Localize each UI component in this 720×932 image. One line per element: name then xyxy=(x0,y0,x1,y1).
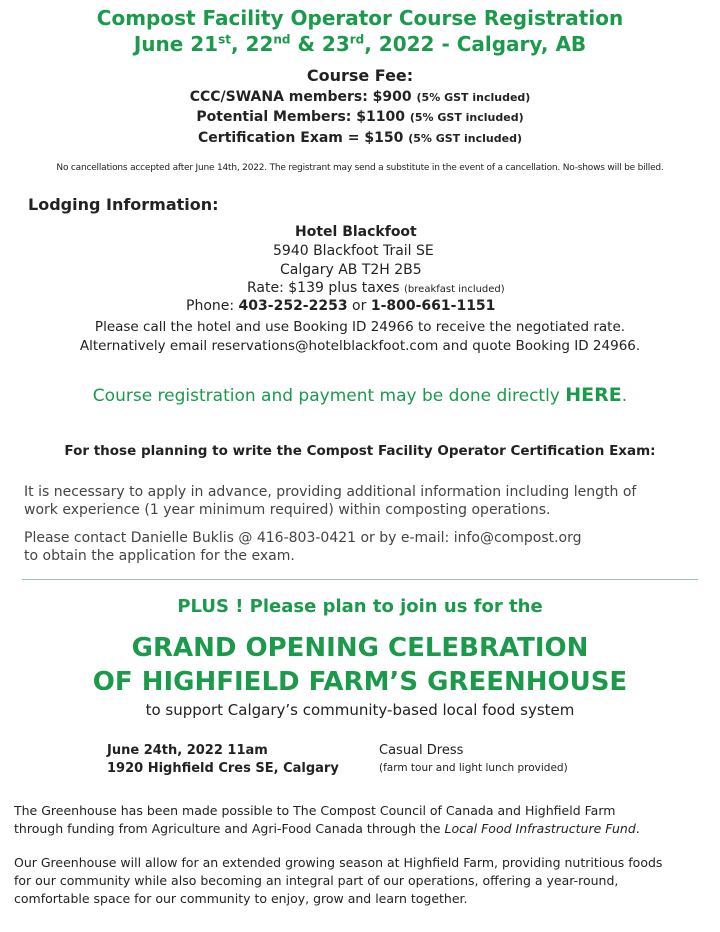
cancellation-note: No cancellations accepted after June 14th, 2022. The registrant may send a substitute in the event of a cancellation. No-shows will be billed. xyxy=(56,163,664,173)
fund-name: Local Food Infrastructure Fund xyxy=(444,821,636,836)
exam-para2-line2: to obtain the application for the exam. xyxy=(24,548,295,564)
page-title: Compost Facility Operator Course Registration xyxy=(96,6,624,30)
course-dates: June 21st, 22nd & 23rd, 2022 - Calgary, AB xyxy=(133,32,587,56)
hotel-address-line1: 5940 Blackfoot Trail SE xyxy=(273,243,434,259)
hotel-phone: Phone: 403-252-2253 or 1-800-661-1151 xyxy=(186,298,496,314)
event-address: 1920 Highfield Cres SE, Calgary xyxy=(107,761,339,776)
fee-line-exam: Certification Exam = $150 (5% GST included) xyxy=(198,130,522,146)
course-fee-heading: Course Fee: xyxy=(306,66,414,85)
event-date-time: June 24th, 2022 11am xyxy=(107,743,268,758)
booking-instructions-line2: Alternatively email reservations@hotelblackfoot.com and quote Booking ID 24966. xyxy=(79,338,641,354)
hotel-rate: Rate: $139 plus taxes (breakfast included) xyxy=(247,280,505,296)
hotel-address-line2: Calgary AB T2H 2B5 xyxy=(280,262,422,278)
greenhouse-para1-line1: The Greenhouse has been made possible to The Compost Council of Canada and Highfield Farm xyxy=(14,803,616,818)
exam-heading: For those planning to write the Compost Facility Operator Certification Exam: xyxy=(64,443,656,459)
event-dress-code: Casual Dress xyxy=(379,743,464,758)
exam-para1-line2: work experience (1 year minimum required) within composting operations. xyxy=(24,502,551,518)
event-subtitle: to support Calgary’s community-based local food system xyxy=(145,701,575,719)
greenhouse-para2-line1: Our Greenhouse will allow for an extended growing season at Highfield Farm, providing nutritious foods xyxy=(14,855,663,870)
event-title-line1: GRAND OPENING CELEBRATION xyxy=(131,633,589,663)
greenhouse-para2-line2: for our community while also becoming an integral part of our operations, offering a year-round, xyxy=(14,873,619,888)
exam-para1-line1: It is necessary to apply in advance, providing additional information including length of xyxy=(24,484,637,500)
hotel-phone-tollfree[interactable]: 1-800-661-1151 xyxy=(370,298,496,314)
greenhouse-para2-line3: comfortable space for our community to enjoy, grow and learn together. xyxy=(14,891,468,906)
lodging-heading: Lodging Information: xyxy=(28,195,219,214)
fee-line-members: CCC/SWANA members: $900 (5% GST included) xyxy=(189,89,531,105)
exam-para2-line1: Please contact Danielle Buklis @ 416-803-0421 or by e-mail: info@compost.org xyxy=(24,530,582,546)
event-intro: PLUS ! Please plan to join us for the xyxy=(177,596,543,617)
greenhouse-para1-line2: through funding from Agriculture and Agri-Food Canada through the Local Food Infrastructure Fund. xyxy=(14,821,640,836)
registration-here-link[interactable]: HERE xyxy=(565,384,622,406)
fee-line-potential: Potential Members: $1100 (5% GST included) xyxy=(196,109,524,125)
hotel-phone-local[interactable]: 403-252-2253 xyxy=(238,298,348,314)
registration-line: Course registration and payment may be done directly HERE. xyxy=(92,384,628,406)
section-divider xyxy=(22,579,698,580)
event-dress-note: (farm tour and light lunch provided) xyxy=(379,762,568,774)
event-title-line2: OF HIGHFIELD FARM’S GREENHOUSE xyxy=(92,667,628,697)
booking-instructions-line1: Please call the hotel and use Booking ID 24966 to receive the negotiated rate. xyxy=(94,319,626,335)
hotel-name: Hotel Blackfoot xyxy=(295,224,417,240)
